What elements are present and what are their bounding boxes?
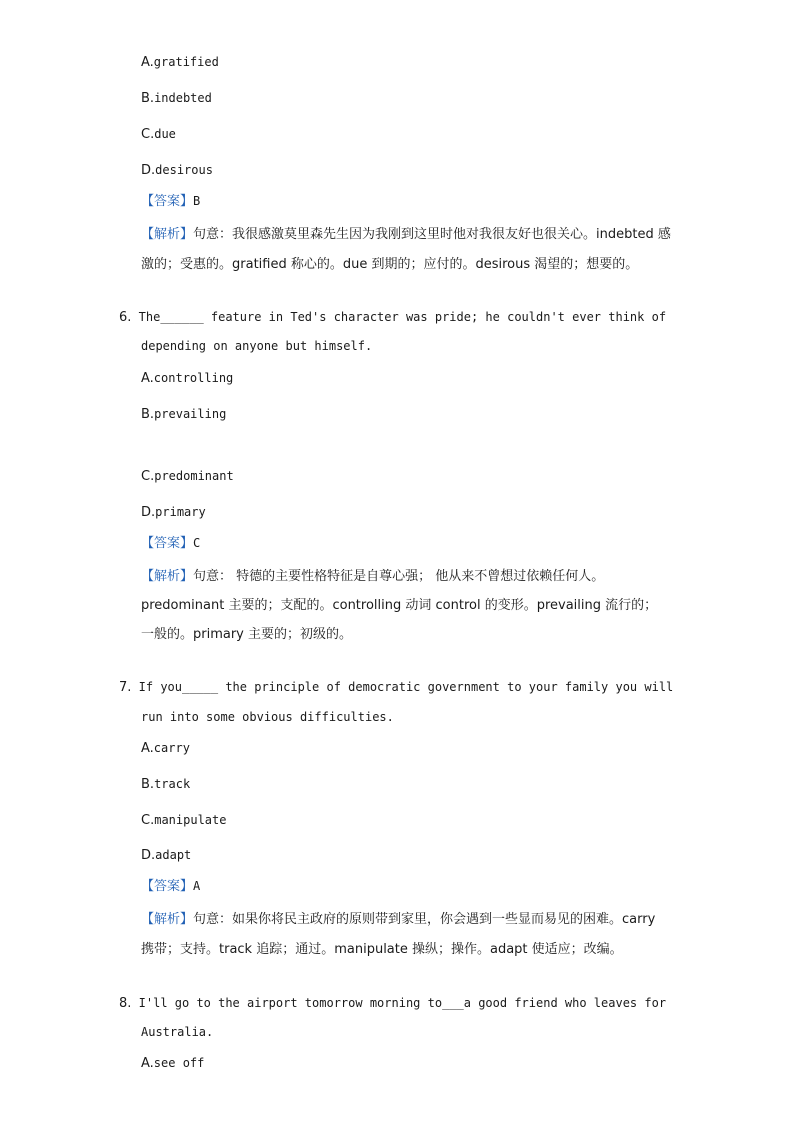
option-letter: B. bbox=[141, 91, 155, 106]
q6-option-d bbox=[141, 504, 206, 521]
answer-tag: 【答案】 bbox=[141, 879, 194, 894]
q5-option-b bbox=[141, 90, 212, 107]
question-stem: Australia. bbox=[141, 1025, 214, 1039]
option-text: due bbox=[154, 127, 176, 141]
option-letter: A. bbox=[141, 371, 154, 386]
question-number: 6. bbox=[119, 310, 132, 325]
q6-analysis-line-2 bbox=[141, 598, 657, 614]
q7-option-d bbox=[141, 847, 191, 864]
q5-analysis-line-1 bbox=[141, 227, 671, 243]
q5-analysis-line-2 bbox=[141, 257, 638, 273]
q6-option-b bbox=[141, 406, 226, 423]
answer-value: A bbox=[193, 879, 201, 893]
analysis-text: 句意： 特德的主要性格特征是自尊心强； 他从来不曾想过依赖任何人。 bbox=[193, 569, 605, 584]
answer-tag: 【答案】 bbox=[141, 194, 194, 209]
q6-analysis-line-3 bbox=[141, 627, 352, 643]
answer-value: B bbox=[193, 194, 201, 208]
question-stem: I'll go to the airport tomorrow morning to___a good friend who leaves for bbox=[138, 996, 667, 1010]
option-text: track bbox=[154, 777, 191, 791]
question-stem: depending on anyone but himself. bbox=[141, 339, 373, 353]
q6-option-c bbox=[141, 468, 234, 485]
analysis-tag: 【解析】 bbox=[141, 569, 194, 584]
q7-stem-line-2 bbox=[141, 709, 394, 725]
option-letter: B. bbox=[141, 777, 155, 792]
q7-stem-line-1 bbox=[119, 679, 673, 696]
q5-answer bbox=[141, 193, 200, 210]
q5-option-a bbox=[141, 54, 219, 71]
q6-stem-line-2 bbox=[141, 338, 372, 354]
option-text: controlling bbox=[153, 371, 234, 385]
q7-option-b bbox=[141, 776, 190, 793]
option-text: see off bbox=[153, 1056, 205, 1070]
answer-tag: 【答案】 bbox=[141, 536, 194, 551]
analysis-text: 一般的。primary 主要的；初级的。 bbox=[141, 627, 353, 642]
option-letter: B. bbox=[141, 407, 155, 422]
option-text: primary bbox=[155, 505, 206, 519]
analysis-text: 携带；支持。track 追踪；通过。manipulate 操纵；操作。adapt 使适应；改编。 bbox=[141, 942, 623, 957]
analysis-text: 句意：我很感激莫里森先生因为我刚到这里时他对我很友好也很关心。indebted 感 bbox=[193, 227, 671, 242]
option-text: adapt bbox=[155, 848, 192, 862]
option-letter: A. bbox=[141, 1056, 154, 1071]
option-letter: D. bbox=[141, 848, 156, 863]
option-letter: D. bbox=[141, 163, 156, 178]
q7-answer bbox=[141, 878, 200, 895]
question-stem: If you_____ the principle of democratic government to your family you will bbox=[138, 680, 674, 694]
q8-option-a bbox=[141, 1055, 204, 1072]
option-text: desirous bbox=[155, 163, 213, 177]
q7-option-a bbox=[141, 740, 190, 757]
q6-option-a bbox=[141, 370, 233, 387]
question-stem: run into some obvious difficulties. bbox=[141, 710, 394, 724]
option-letter: D. bbox=[141, 505, 156, 520]
analysis-text: predominant 主要的；支配的。controlling 动词 control 的变形。prevailing 流行的； bbox=[141, 598, 658, 613]
option-text: prevailing bbox=[154, 407, 227, 421]
q7-analysis-line-1 bbox=[141, 912, 655, 928]
option-text: carry bbox=[153, 741, 190, 755]
q7-option-c bbox=[141, 812, 226, 829]
analysis-text: 句意：如果你将民主政府的原则带到家里，你会遇到一些显而易见的困难。carry bbox=[193, 912, 656, 927]
option-text: gratified bbox=[153, 55, 219, 69]
option-letter: C. bbox=[141, 469, 155, 484]
option-letter: C. bbox=[141, 813, 155, 828]
option-letter: C. bbox=[141, 127, 155, 142]
analysis-tag: 【解析】 bbox=[141, 912, 194, 927]
option-text: predominant bbox=[154, 469, 234, 483]
q6-stem-line-1 bbox=[119, 309, 666, 326]
option-text: indebted bbox=[154, 91, 212, 105]
answer-value: C bbox=[193, 536, 201, 550]
option-letter: A. bbox=[141, 741, 154, 756]
q6-analysis-line-1 bbox=[141, 569, 604, 585]
q6-answer bbox=[141, 535, 200, 552]
question-number: 7. bbox=[119, 680, 132, 695]
option-text: manipulate bbox=[154, 813, 227, 827]
analysis-text: 激的；受惠的。gratified 称心的。due 到期的；应付的。desirous 渴望的；想要的。 bbox=[141, 257, 639, 272]
analysis-tag: 【解析】 bbox=[141, 227, 194, 242]
q8-stem-line-1 bbox=[119, 995, 666, 1012]
q5-option-c bbox=[141, 126, 176, 143]
q8-stem-line-2 bbox=[141, 1024, 213, 1040]
q5-option-d bbox=[141, 162, 213, 179]
question-number: 8. bbox=[119, 996, 132, 1011]
option-letter: A. bbox=[141, 55, 154, 70]
q7-analysis-line-2 bbox=[141, 942, 623, 958]
question-stem: The______ feature in Ted's character was pride; he couldn't ever think of bbox=[138, 310, 667, 324]
